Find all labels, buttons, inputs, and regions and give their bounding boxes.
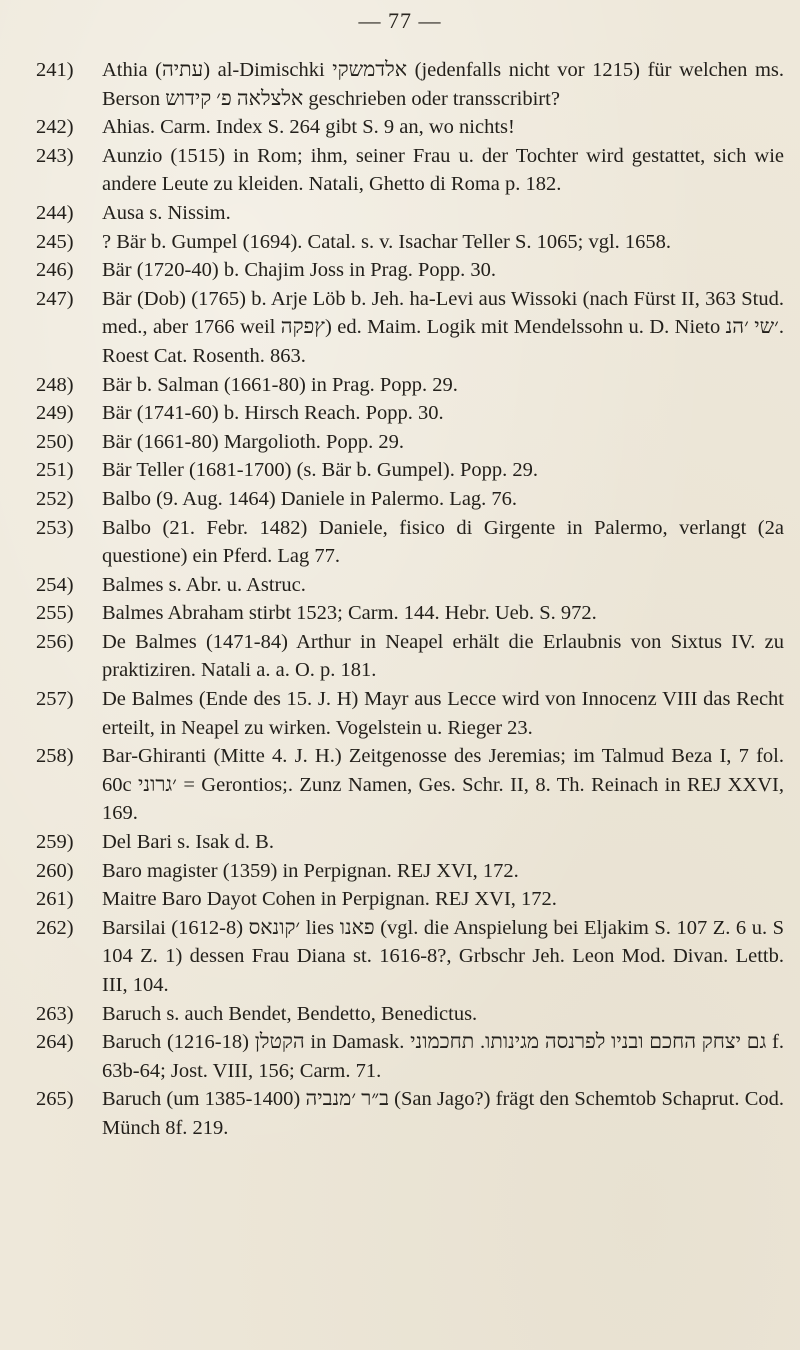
entry-text: Maitre Baro Dayot Cohen in Perpignan. REJ XVI, 172. bbox=[102, 888, 557, 911]
entry-text: Baruch (um 1385-1400) ב״ר ׳מנביה (San Jago?) frägt den Schemtob Schaprut. Cod. Münch 8f. 219. bbox=[102, 1088, 784, 1139]
entry-text: Balbo (21. Febr. 1482) Daniele, fisico di Girgente in Palermo, verlangt (2a questione) ein Pferd. Lag 77. bbox=[102, 516, 784, 568]
entry bbox=[36, 428, 784, 457]
entry-number: 252) bbox=[36, 487, 74, 510]
entry-number: 263) bbox=[36, 1002, 74, 1025]
entry-text: Bär (Dob) (1765) b. Arje Löb b. Jeh. ha-Levi aus Wissoki (nach Fürst II, 363 Stud. med., aber 1766 weil ץפקה) ed. Maim. Logik mit Mendelssohn u. D. Nieto ׳שי ׳הנ. Roest Cat. Rosenth. 863. bbox=[102, 287, 784, 367]
entry-number: 241) bbox=[36, 59, 74, 81]
entry-text: Ausa s. Nissim. bbox=[102, 201, 231, 224]
entry-text: Bär (1741-60) b. Hirsch Reach. Popp. 30. bbox=[102, 402, 444, 425]
entry-number: 260) bbox=[36, 859, 74, 882]
entry-number: 245) bbox=[36, 230, 74, 253]
entry-text: Baro magister (1359) in Perpignan. REJ XVI, 172. bbox=[102, 859, 519, 882]
entry-text: Ahias. Carm. Index S. 264 gibt S. 9 an, wo nichts! bbox=[102, 116, 515, 139]
entry-number: 250) bbox=[36, 430, 74, 453]
entry bbox=[36, 571, 784, 600]
entry bbox=[36, 1028, 784, 1085]
entry-text: De Balmes (1471-84) Arthur in Neapel erhält die Erlaubnis von Sixtus IV. zu praktiziren. Natali a. a. O. p. 181. bbox=[102, 630, 784, 682]
entry-number: 258) bbox=[36, 745, 74, 768]
entry-text: Balmes s. Abr. u. Astruc. bbox=[102, 573, 306, 596]
entry bbox=[36, 885, 784, 914]
entry bbox=[36, 113, 784, 142]
entry bbox=[36, 1000, 784, 1029]
entry-text: Bär (1720-40) b. Chajim Joss in Prag. Popp. 30. bbox=[102, 259, 497, 282]
entry-text: Bär Teller (1681-1700) (s. Bär b. Gumpel). Popp. 29. bbox=[102, 459, 539, 482]
entry bbox=[36, 828, 784, 857]
entry-text: ? Bär b. Gumpel (1694). Catal. s. v. Isachar Teller S. 1065; vgl. 1658. bbox=[102, 230, 672, 253]
entry-number: 265) bbox=[36, 1088, 74, 1111]
entry-number: 256) bbox=[36, 630, 74, 653]
entry-number: 249) bbox=[36, 402, 74, 425]
entry-number: 248) bbox=[36, 373, 74, 396]
entry bbox=[36, 857, 784, 886]
entry-number: 257) bbox=[36, 688, 74, 711]
entry-text: Bär b. Salman (1661-80) in Prag. Popp. 29. bbox=[102, 373, 458, 396]
entry-text: Balbo (9. Aug. 1464) Daniele in Palermo. Lag. 76. bbox=[102, 487, 518, 510]
entry bbox=[36, 628, 784, 685]
entry-number: 262) bbox=[36, 916, 74, 939]
entry-number: 253) bbox=[36, 516, 74, 539]
entry bbox=[36, 228, 784, 257]
entry-number: 251) bbox=[36, 459, 74, 482]
entry-number: 259) bbox=[36, 831, 74, 854]
entry-number: 244) bbox=[36, 201, 74, 224]
entry-text: Balmes Abraham stirbt 1523; Carm. 144. Hebr. Ueb. S. 972. bbox=[102, 602, 597, 625]
entry bbox=[36, 599, 784, 628]
entry bbox=[36, 371, 784, 400]
entry-text: Aunzio (1515) in Rom; ihm, seiner Frau u. der Tochter wird gestattet, sich wie andere Leute zu kleiden. Natali, Ghetto di Roma p. 182. bbox=[102, 144, 784, 196]
entry bbox=[36, 56, 784, 113]
entry-number: 264) bbox=[36, 1031, 74, 1054]
entry-text: De Balmes (Ende des 15. J. H) Mayr aus Lecce wird von Innocenz VIII das Recht erteilt, in Neapel zu wirken. Vogelstein u. Rieger 23. bbox=[102, 688, 784, 739]
entry bbox=[36, 1085, 784, 1142]
entry-number: 246) bbox=[36, 259, 74, 282]
page-number: — 77 — bbox=[358, 8, 442, 33]
entry-number: 242) bbox=[36, 116, 74, 139]
entry-text: Barsilai (1612-8) ׳קונאס lies פאנו (vgl. die Anspielung bei Eljakim S. 107 Z. 6 u. S 104 Z. 1) dessen Frau Diana st. 1616-8?, Grbschr Jeh. Leon Mod. Divan. Lettb. III, 104. bbox=[102, 916, 785, 996]
entry bbox=[36, 399, 784, 428]
entry-text: Athia (עתיה) al-Dimischki אלדמשקי (jedenfalls nicht vor 1215) für welchen ms. Berson אלצלאה פ׳ קידוש geschrieben oder transscribirt? bbox=[102, 59, 784, 110]
entry-text: Baruch s. auch Bendet, Bendetto, Benedictus. bbox=[102, 1002, 478, 1025]
entry-number: 254) bbox=[36, 573, 74, 596]
entry-number: 261) bbox=[36, 888, 74, 911]
entry-text: Bar-Ghiranti (Mitte 4. J. H.) Zeitgenosse des Jeremias; im Talmud Beza I, 7 fol. 60c ׳גרוני = Gerontios;. Zunz Namen, Ges. Schr. II, 8. Th. Reinach in REJ XXVI, 169. bbox=[102, 745, 784, 825]
entry bbox=[36, 142, 784, 199]
entry-text: Baruch (1216-18) הקטלן in Damask. גם יצחק החכם ובניו לפרנסה מגינותו. תחכמוני f. 63b-64; Jost. VIII, 156; Carm. 71. bbox=[102, 1031, 784, 1082]
entry bbox=[36, 742, 784, 828]
entry-number: 243) bbox=[36, 144, 74, 167]
entry bbox=[36, 199, 784, 228]
entry-number: 247) bbox=[36, 287, 74, 310]
entry bbox=[36, 456, 784, 485]
entry-number: 255) bbox=[36, 602, 74, 625]
entry bbox=[36, 685, 784, 742]
entry-text: Bär (1661-80) Margolioth. Popp. 29. bbox=[102, 430, 404, 453]
entry bbox=[36, 514, 784, 571]
entry bbox=[36, 256, 784, 285]
entry bbox=[36, 285, 784, 371]
entry bbox=[36, 485, 784, 514]
entry bbox=[36, 914, 784, 1000]
entry-text: Del Bari s. Isak d. B. bbox=[102, 831, 274, 854]
entry-list bbox=[36, 56, 784, 1143]
